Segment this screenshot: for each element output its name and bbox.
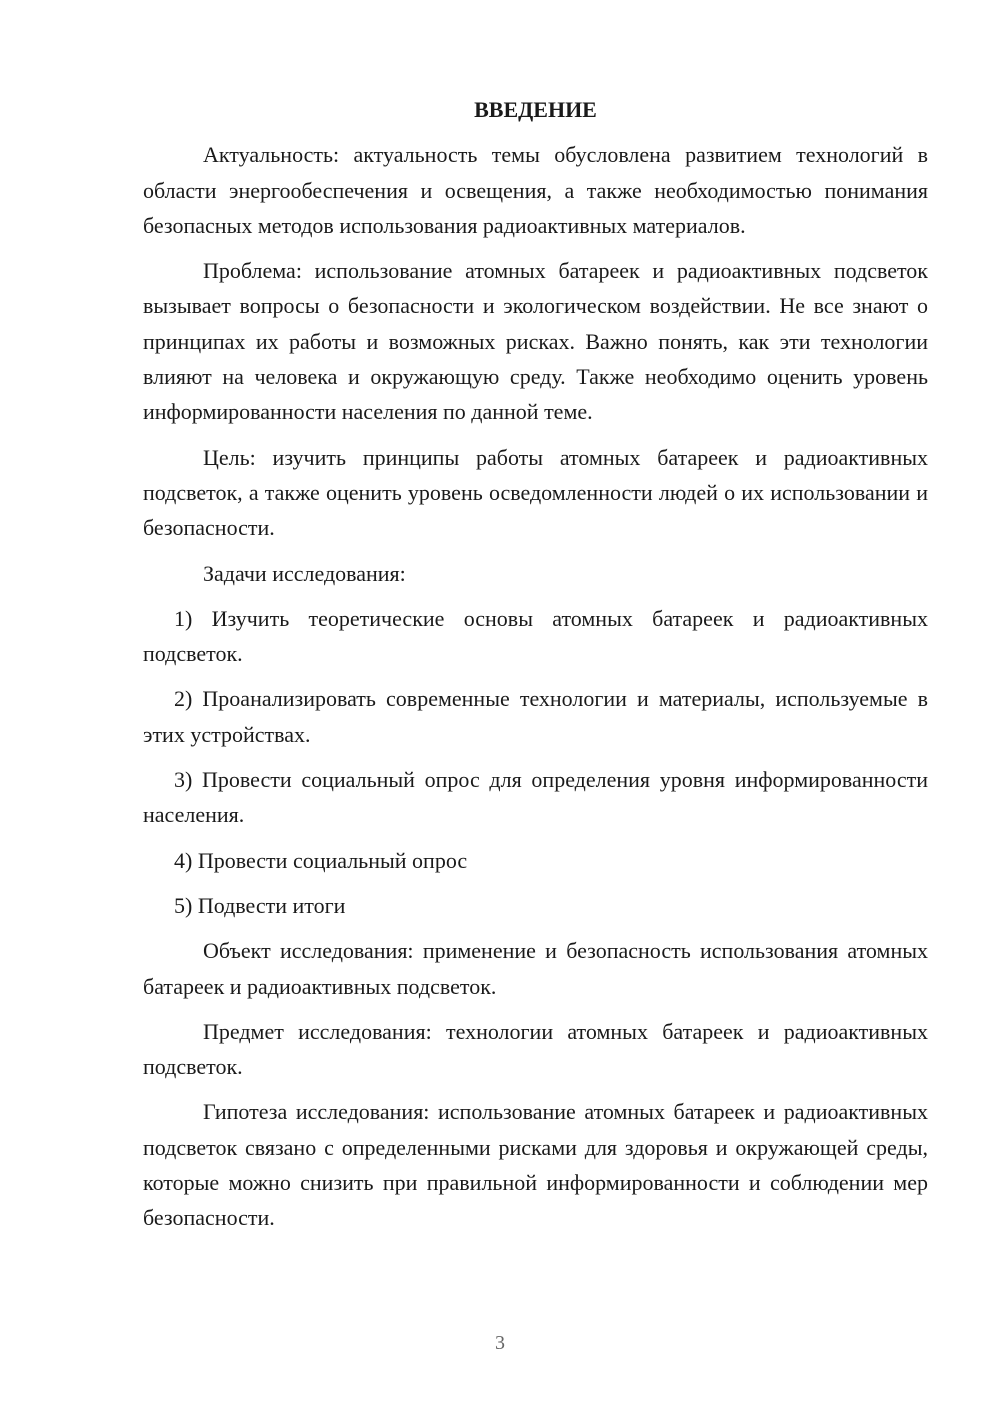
task-item-3: 3) Провести социальный опрос для определения уровня информированности населения. — [143, 767, 928, 828]
page-content — [143, 92, 928, 1246]
tasks-heading: Задачи исследования: — [203, 560, 406, 586]
goal-paragraph: Цель: изучить принципы работы атомных батареек и радиоактивных подсветок, а также оценить уровень осведомленности людей о их использовании и безопасности. — [143, 444, 928, 541]
subject-paragraph: Предмет исследования: технологии атомных батареек и радиоактивных подсветок. — [143, 1018, 928, 1080]
task-item-2: 2) Проанализировать современные технологии и материалы, используемые в этих устройствах. — [143, 686, 928, 747]
task-item-4: 4) Провести социальный опрос — [174, 847, 468, 873]
problem-paragraph: Проблема: использование атомных батареек и радиоактивных подсветок вызывает вопросы о безопасности и экологическом воздействии. Не все знают о принципах их работы и возможных рисках. Важно понять, как эти технологии влияют на человека и окружающую среду. Также необходимо оценить уровень информированности населения по данной теме. — [143, 258, 928, 425]
relevance-paragraph: Актуальность: актуальность темы обусловлена развитием технологий в области энергообеспечения и освещения, а также необходимостью понимания безопасных методов использования радиоактивных материалов. — [143, 142, 928, 238]
hypothesis-paragraph: Гипотеза исследования: использование атомных батареек и радиоактивных подсветок связано с определенными рисками для здоровья и окружающей среды, которые можно снизить при правильной информированности и соблюдении мер безопасности. — [143, 1099, 928, 1231]
section-title: ВВЕДЕНИЕ — [474, 97, 597, 122]
task-item-5: 5) Подвести итоги — [174, 892, 346, 918]
task-item-1: 1) Изучить теоретические основы атомных батареек и радиоактивных подсветок. — [143, 605, 928, 667]
page-number: 3 — [495, 1332, 505, 1354]
object-paragraph: Объект исследования: применение и безопасность использования атомных батареек и радиоактивных подсветок. — [143, 938, 928, 999]
